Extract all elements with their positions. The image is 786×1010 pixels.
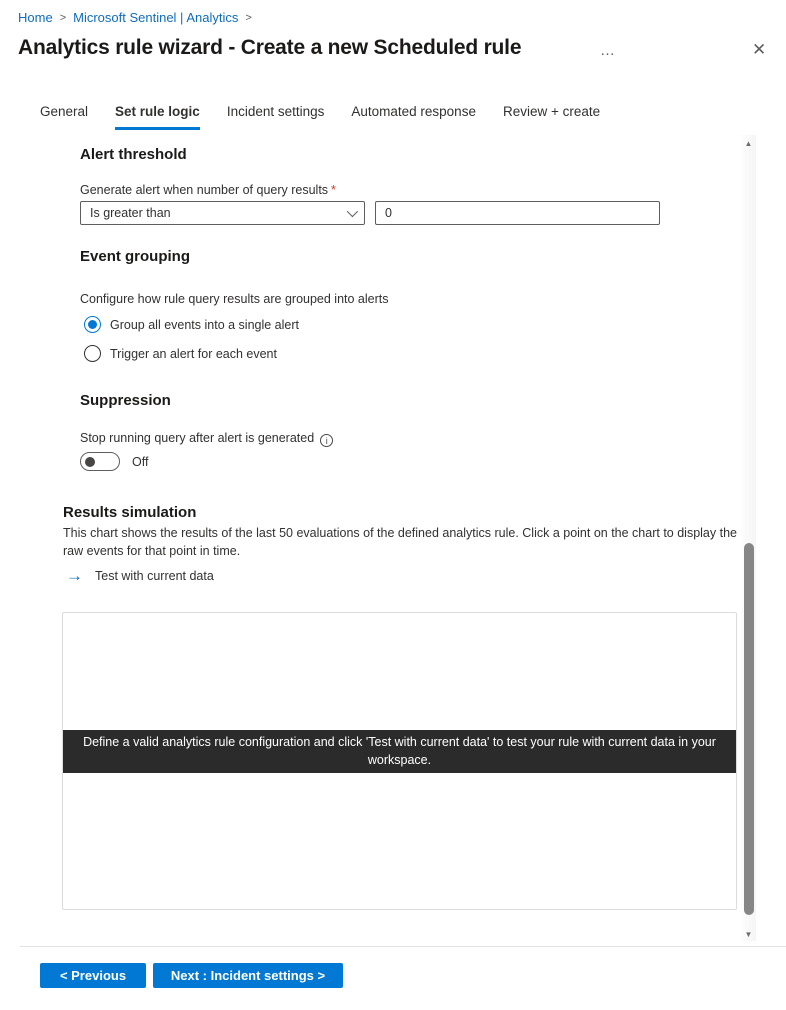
next-incident-settings-button[interactable]: Next : Incident settings > [153,963,343,988]
threshold-operator-dropdown[interactable] [80,201,365,225]
wizard-tabs [40,104,600,130]
scroll-down-icon[interactable]: ▼ [744,930,753,939]
radio-group-single-alert[interactable] [84,316,299,333]
breadcrumb-separator-icon: > [59,11,67,24]
threshold-value-input[interactable] [375,201,660,225]
close-icon[interactable]: ✕ [752,40,767,59]
previous-button[interactable]: < Previous [40,963,146,988]
suppression-toggle-row [80,452,148,471]
footer-divider [20,946,786,947]
vertical-scrollbar[interactable] [741,135,756,941]
suppression-toggle[interactable] [80,452,120,471]
arrow-right-icon: → [66,566,83,585]
more-options-icon[interactable]: … [600,42,616,59]
chevron-down-icon [347,206,358,217]
event-grouping-heading: Event grouping [80,248,190,265]
alert-threshold-label-text: Generate alert when number of query results [80,183,329,197]
breadcrumb [18,10,252,25]
results-simulation-heading: Results simulation [63,504,197,521]
info-icon[interactable]: i [320,434,333,447]
radio-unselected-icon[interactable] [84,345,101,362]
radio-selected-icon[interactable] [84,316,101,333]
suppression-heading: Suppression [80,392,171,409]
suppression-toggle-label [80,431,333,447]
radio-alert-per-event-label: Trigger an alert for each event [110,346,277,361]
scroll-up-icon[interactable]: ▲ [744,139,753,148]
tab-review-create[interactable]: Review + create [502,104,601,119]
test-link-label: Test with current data [95,568,214,583]
results-simulation-description: This chart shows the results of the last 50 evaluations of the defined analytics rule. Click a point on the chart to display the raw events for that point in time. [63,526,737,559]
tab-general[interactable]: General [40,104,89,119]
chart-placeholder-banner: Define a valid analytics rule configuration and click 'Test with current data' to test your rule with current data in your workspace. [63,730,736,773]
tab-set-rule-logic[interactable]: Set rule logic [115,104,200,130]
suppression-toggle-label-text: Stop running query after alert is generated [80,431,315,445]
breadcrumb-separator-icon: > [245,11,252,24]
alert-threshold-heading: Alert threshold [80,146,187,163]
test-with-current-data-link[interactable] [66,567,214,584]
results-chart-area [62,612,737,910]
radio-alert-per-event[interactable] [84,345,277,362]
breadcrumb-sentinel-analytics-link[interactable]: Microsoft Sentinel | Analytics [73,10,239,25]
threshold-operator-value: Is greater than [90,206,171,220]
tab-automated-response[interactable]: Automated response [351,104,476,119]
toggle-state-label: Off [132,454,149,469]
radio-single-alert-label: Group all events into a single alert [110,317,299,332]
event-grouping-description: Configure how rule query results are grouped into alerts [80,292,389,306]
toggle-knob [85,457,95,467]
scrollbar-thumb[interactable] [744,543,754,915]
required-marker: * [331,183,336,197]
breadcrumb-home-link[interactable]: Home [18,10,53,25]
tab-incident-settings[interactable]: Incident settings [226,104,325,119]
alert-threshold-label [80,183,336,197]
page-title: Analytics rule wizard - Create a new Scheduled rule [18,36,522,59]
